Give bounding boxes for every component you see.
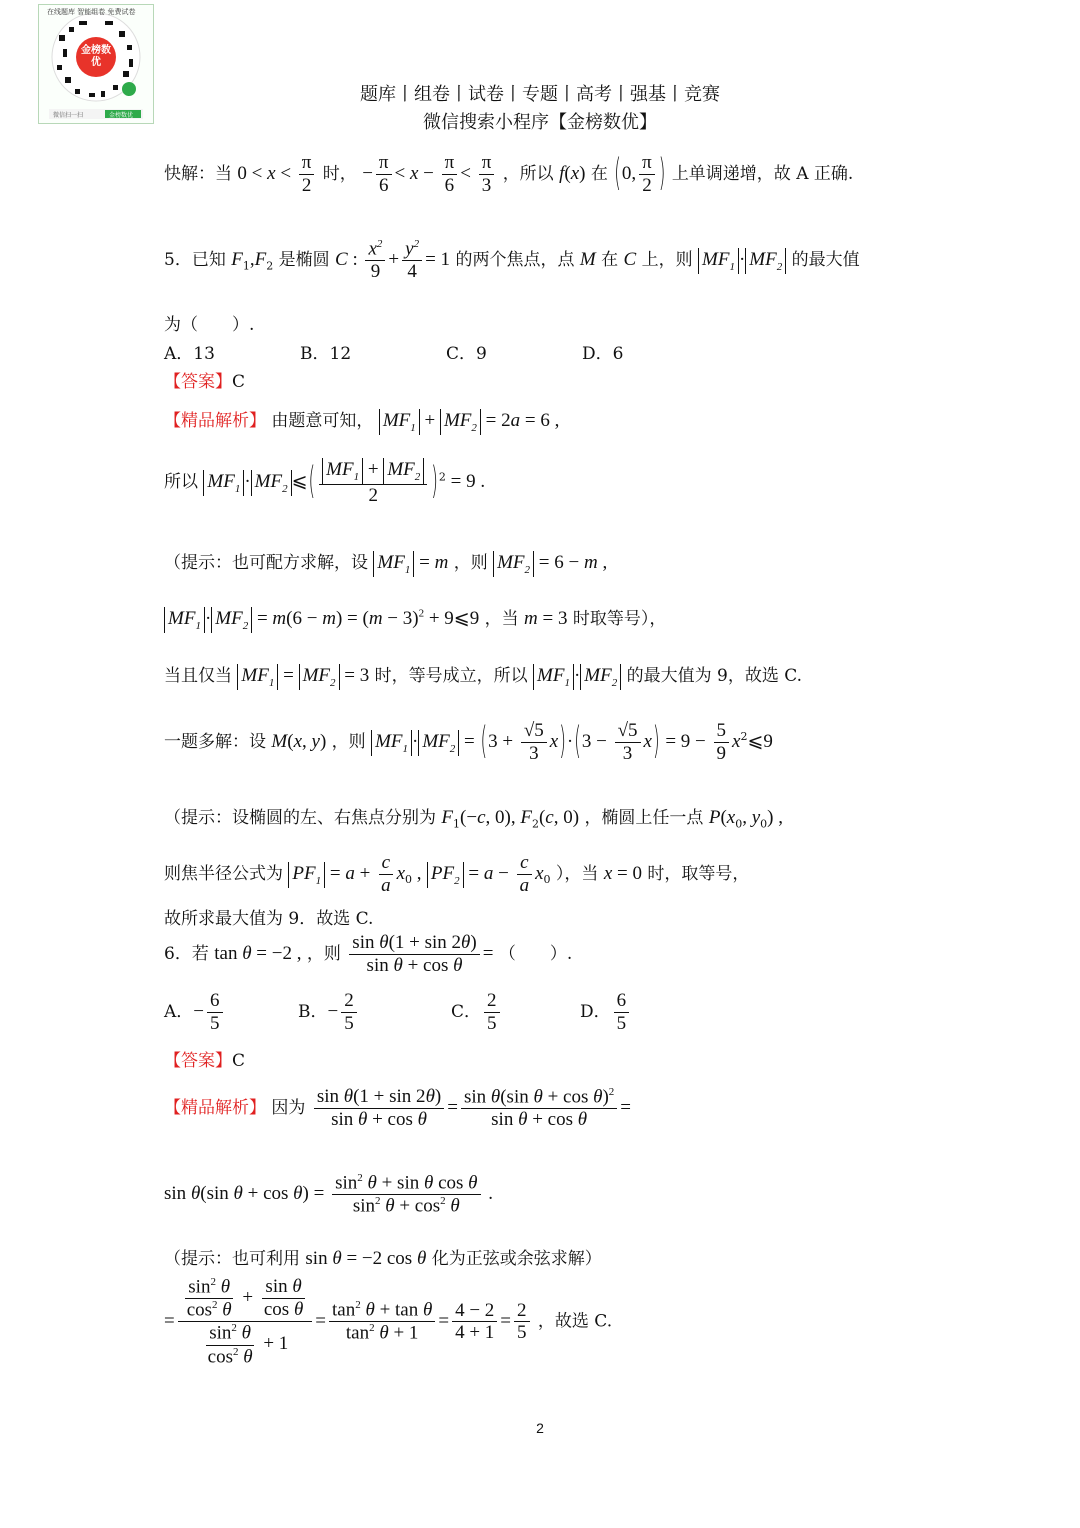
q5-option-b[interactable]	[300, 339, 351, 364]
q5-analysis-line1: 【精品解析】 由题意可知， $MF_1 + MF_2 = 2a = 6$ ,	[164, 410, 560, 434]
q6-option-b[interactable]	[298, 990, 360, 1035]
q5-iff-when: 时，等号成立，所以	[374, 666, 528, 686]
option-value: 12	[329, 344, 352, 364]
q5-hint2-formula: 则焦半径公式为	[164, 863, 283, 884]
q5-multi-then: ，则	[331, 731, 366, 752]
q6-analysis-line1: 【精品解析】 因为 $\frac{\text{sin θ(1 + sin 2θ)}}{\text{sin θ + cos θ}}$ = $\frac{\sin \theta(\sin \theta + \cos \theta)^2}{\text{sin θ + cos θ}}$ =	[164, 1086, 632, 1131]
option-denominator: 5	[487, 1012, 497, 1034]
option-numerator: 2	[341, 990, 357, 1013]
q5-hint1-when: ，当	[484, 609, 519, 629]
option-value: 9	[476, 344, 487, 364]
q6-option-c[interactable]	[451, 990, 503, 1035]
q5-max-value: 的最大值	[791, 250, 860, 270]
option-denominator: 5	[344, 1012, 354, 1034]
option-letter: C．	[446, 344, 477, 364]
q6-analysis-line2: sin θ(sin θ + cos θ) = $\frac{\sin^2 \theta + \sin \theta \cos \theta}{\sin^2 \theta + \cos^2 \theta}$ .	[164, 1172, 493, 1217]
q6-hint: （提示：也可利用 sin θ = −2 cos θ 化为正弦或余弦求解）	[164, 1248, 602, 1269]
quick-solution-on: 在	[590, 163, 608, 184]
analysis-label: 【精品解析】	[164, 411, 266, 431]
q5-option-d[interactable]	[582, 339, 623, 364]
q5-option-a[interactable]	[164, 339, 215, 364]
q5-number: 5．已知	[164, 250, 226, 270]
option-letter: B．	[298, 1001, 328, 1022]
answer-value: C	[232, 372, 246, 392]
qr-footer-text: 微信扫一扫	[53, 112, 84, 119]
q5-multi-label: 一题多解：设	[164, 731, 266, 752]
q5-hint2-line2: 则焦半径公式为 $PF_1 = a$ + $\frac{c}{a}$ $x_0$ , $PF_2 = a$ − $\frac{c}{a}$ $x_0$ ），当 x = 0 时，取等号，	[164, 852, 750, 896]
option-denominator: 5	[616, 1012, 627, 1034]
q5-conclusion: 故所求最大值为 9．故选 C.	[164, 909, 374, 929]
q5-two-foci: 的两个焦点，点	[455, 250, 575, 270]
answer-value: C	[232, 1051, 246, 1071]
q5-iff: 当且仅当	[164, 666, 232, 686]
q6-number: 6．若	[164, 943, 209, 964]
q6-blank: （ ）.	[498, 943, 573, 964]
q6-conclusion: ，故选 C.	[537, 1311, 613, 1332]
qr-ring-text: 在线题库 智能组卷 免费试卷	[47, 8, 136, 16]
q5-hint2-any: ，椭圆上任一点	[584, 808, 704, 828]
quick-solution-line: 快解：当 0 < x < $\frac{\pi}{2}$ 时， − $\frac{\pi}{6}$ < x − $\frac{\pi}{6}$ < $\frac{\pi}{3}$ ，所以 f(x) 在 (0, $\frac{\pi}{2}$ ) 上单调递增，故 A 正确.	[164, 152, 854, 197]
q6-answer	[164, 1046, 245, 1071]
option-sign: −	[327, 1000, 339, 1022]
q5-iff-line: 当且仅当 $MF_1 = MF_2 = 3$ 时，等号成立，所以 $MF_1 \cdot MF_2$ 的最大值为 9，故选 C.	[164, 665, 803, 689]
q5-hint1-line1: （提示：也可配方求解，设 $MF_1 = m$ ，则 $MF_2 = 6 - m$ ,	[164, 552, 608, 576]
q5-hint2-intro: （提示：设椭圆的左、右焦点分别为	[164, 808, 436, 828]
q5-iff-max: 的最大值为 9，故选 C.	[626, 666, 803, 686]
q5-analysis-line2: 所以 $MF_1 \cdot MF_2$ ⩽( $\frac{MF_1 + MF_2}{2}$ )$^2$ = 9 .	[164, 459, 486, 507]
option-sign: −	[193, 1000, 204, 1022]
q5-answer	[164, 367, 245, 392]
q6-stem: 6．若 tan θ = −2 , ，则 $\frac{\text{sin θ(1 + sin 2θ)}}{\text{sin θ + cos θ}}$ = （ ）.	[164, 932, 573, 976]
analysis-label: 【精品解析】	[164, 1098, 266, 1118]
quick-solution-so: ，所以	[502, 163, 554, 184]
option-value: 6	[612, 344, 624, 364]
q5-so: 所以	[164, 471, 198, 492]
option-denominator: 5	[210, 1012, 220, 1034]
q5-hint1-then: ，则	[453, 553, 488, 573]
q6-final-line: = $\frac{\sin^2 \theta}{\cos^2 \theta}$ + $\frac{\text{sin θ}}{\text{cos θ}}$ $\frac{\sin^2 \theta}{\cos^2 \theta}$ + 1 = $\frac{\tan^2 \theta + \tan \theta}{\tan^2 \theta + 1}$ = $\frac{4 - 2}{4 + 1}$ = $\frac{2}{5}$ ，故选 C.	[164, 1276, 613, 1367]
q5-hint2-equal: 时，取等号，	[647, 863, 750, 884]
q5-hint2-line1: （提示：设椭圆的左、右焦点分别为 $F_1(-c$, 0), $F_2(c$, 0) ，椭圆上任一点 $P(x_0$, $y_0$) ,	[164, 807, 783, 831]
q5-multi-solution-line: 一题多解：设 M(x, y) ，则 $MF_1 \cdot MF_2 = (3$ + $\frac{√5}{3}$ x)·(3 − $\frac{√5}{3}$ x) = 9 − $\frac{5}{9}$ $x^2⩽9$	[164, 720, 773, 765]
q5-stem-line2: 为（ ）.	[164, 315, 255, 335]
option-letter: D．	[582, 344, 613, 364]
option-letter: A．	[164, 344, 194, 364]
q5-option-c[interactable]	[446, 339, 487, 364]
q6-option-d[interactable]	[580, 990, 632, 1035]
header-search-line: 微信搜索小程序【金榜数优】	[423, 112, 657, 133]
answer-label: 【答案】	[164, 372, 232, 392]
q5-is-ellipse: 是椭圆	[278, 250, 330, 270]
quick-solution-label: 快解：当	[164, 163, 232, 184]
q5-analysis-intro: 由题意可知，	[271, 411, 374, 431]
option-numerator: 6	[614, 990, 630, 1013]
option-letter: A．	[164, 1001, 194, 1022]
option-value: 13	[193, 344, 215, 364]
q6-hint-intro: （提示：也可利用	[164, 1249, 300, 1269]
qr-footer-badge: 金榜数优	[109, 112, 134, 119]
answer-label: 【答案】	[164, 1051, 232, 1071]
q5-hint1-equal: 时取等号），	[572, 609, 667, 629]
q5-on-c: 在	[601, 250, 619, 270]
q5-then: 上，则	[641, 250, 693, 270]
option-letter: D．	[580, 1001, 611, 1022]
q5-hint1-intro: （提示：也可配方求解，设	[164, 553, 368, 573]
q6-hint-tail: 化为正弦或余弦求解）	[431, 1249, 602, 1269]
option-letter: B．	[300, 344, 330, 364]
option-numerator: 2	[484, 990, 500, 1013]
option-numerator: 6	[207, 990, 223, 1013]
q5-hint1-line2: $MF_1 \cdot MF_2 = m(6 - m) = (m - 3)^2$ + 9⩽9 ，当 m = 3 时取等号），	[164, 604, 666, 633]
q6-then: ，则	[306, 943, 341, 964]
q6-because: 因为	[271, 1098, 306, 1118]
option-letter: C．	[451, 1001, 482, 1022]
page-number: 2	[536, 1420, 544, 1436]
qr-code-block[interactable]	[38, 4, 154, 124]
q5-hint2-when: ），当	[555, 863, 599, 884]
q5-stem-line1: 5．已知 $F_1,F_2$ 是椭圆 C : $\frac{x^2}{9}$ + $\frac{y^2}{4}$ = 1 的两个焦点，点 M 在 C 上，则 $MF_1 \cdot MF_2$ 的最大值	[164, 238, 860, 283]
quick-solution-conclusion: 上单调递增，故 A 正确.	[671, 163, 854, 184]
qr-center-text: 金榜数优	[81, 45, 111, 68]
header-nav-line: 题库丨组卷丨试卷丨专题丨高考丨强基丨竞赛	[360, 84, 720, 105]
q6-option-a[interactable]	[164, 990, 226, 1035]
quick-solution-when: 时，	[322, 163, 357, 184]
